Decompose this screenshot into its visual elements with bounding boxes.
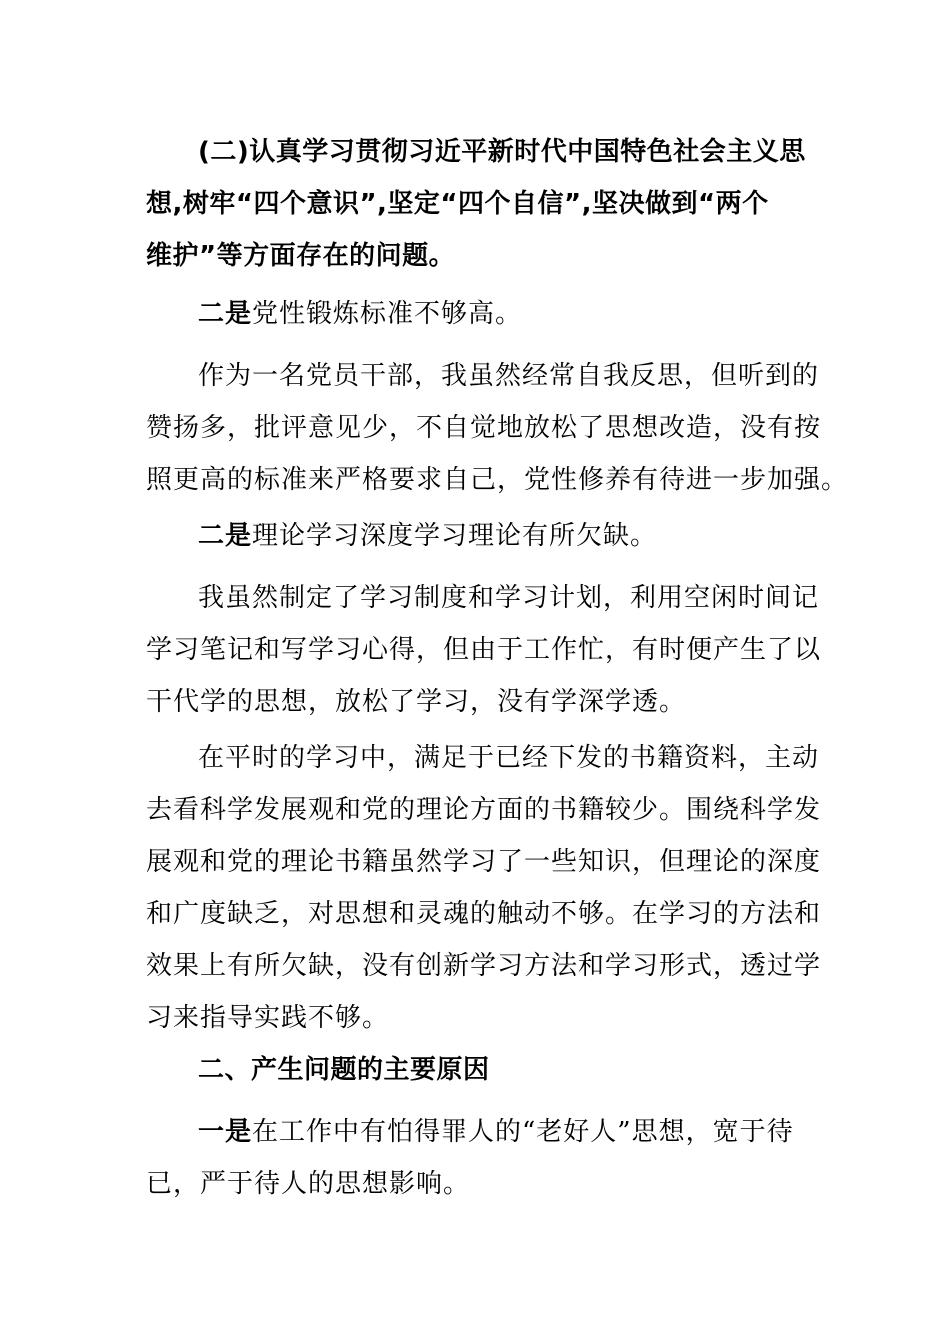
item-text: 理论学习深度学习理论有所欠缺。 xyxy=(252,521,658,551)
paragraph-line: 学习笔记和写学习心得，但由于工作忙，有时便产生了以 xyxy=(146,635,822,665)
item-nice-guy-line-1 xyxy=(146,1106,806,1158)
item-lead-label: 二是 xyxy=(198,299,253,329)
paragraph-line: 去看科学发展观和党的理论方面的书籍较少。围绕科学发 xyxy=(146,795,822,825)
paragraph-line: 效果上有所欠缺，没有创新学习方法和学习形式，透过学 xyxy=(146,951,822,981)
item-party-spirit-line xyxy=(146,288,806,340)
section-heading-line-1: (二)认真学习贯彻习近平新时代中国特色社会主义思 xyxy=(198,137,806,167)
paragraph-line: 习来指导实践不够。 xyxy=(146,1003,390,1033)
paragraph-line: 在平时的学习中，满足于已经下发的书籍资料，主动 xyxy=(198,743,820,773)
item-theory-study xyxy=(146,510,806,562)
item-theory-study-line xyxy=(146,510,806,562)
paragraph-line: 赞扬多，批评意见少，不自觉地放松了思想改造，没有按 xyxy=(146,413,822,443)
item-text: 在工作中有怕得罪人的“老好人”思想，宽于待 xyxy=(252,1117,794,1147)
section-heading-line-3: 维护”等方面存在的问题。 xyxy=(146,241,456,271)
paragraph-study-depth xyxy=(146,732,822,1044)
paragraph-line: 展观和党的理论书籍虽然学习了一些知识，但理论的深度 xyxy=(146,847,822,877)
paragraph-line: 干代学的思想，放松了学习，没有学深学透。 xyxy=(146,687,687,717)
paragraph-line: 作为一名党员干部，我虽然经常自我反思，但听到的 xyxy=(198,361,820,391)
item-nice-guy xyxy=(146,1106,806,1210)
item-lead-label: 一是 xyxy=(198,1117,253,1147)
item-text: 党性锻炼标准不够高。 xyxy=(252,299,523,329)
paragraph-line: 和广度缺乏，对思想和灵魂的触动不够。在学习的方法和 xyxy=(146,899,822,929)
paragraph-study-plan xyxy=(146,572,822,728)
paragraph-line: 照更高的标准来严格要求自己，党性修养有待进一步加强。 xyxy=(146,465,849,495)
section-heading-line-2: 想,树牢“四个意识”,坚定“四个自信”,坚决做到“两个 xyxy=(146,189,769,219)
paragraph-self-reflection xyxy=(146,350,849,506)
section-heading xyxy=(146,126,806,282)
section2-heading xyxy=(146,1044,806,1096)
paragraph-line: 我虽然制定了学习制度和学习计划，利用空闲时间记 xyxy=(198,583,820,613)
section2-heading-line: 二、产生问题的主要原因 xyxy=(198,1055,490,1085)
item-party-spirit xyxy=(146,288,806,340)
item-lead-label: 二是 xyxy=(198,521,253,551)
item-nice-guy-line-2: 已，严于待人的思想影响。 xyxy=(146,1169,471,1199)
